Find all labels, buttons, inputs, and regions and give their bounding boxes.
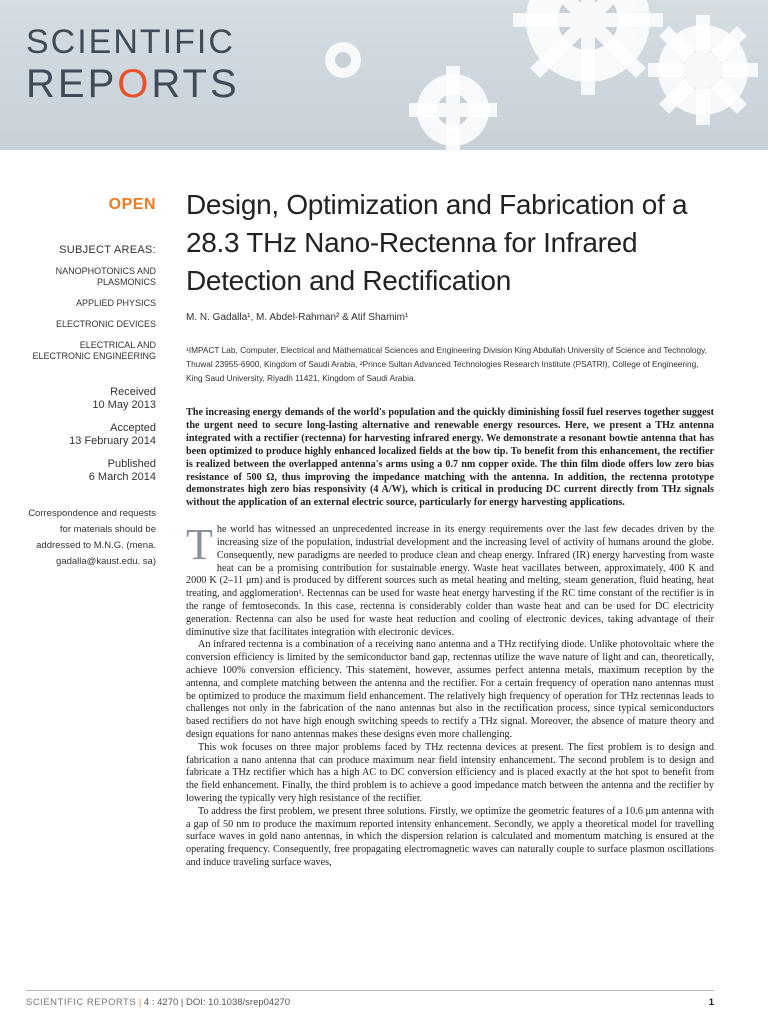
paragraph: To address the first problem, we present three solutions. Firstly, we optimize the geometric features of a 10.6 μm antenna with a gap of 50 nm to produce the maximum reported intensity enhancement. Secondly, we apply a theoretical model for travelling surface waves in gold nano antennas, in which the dispersion relation is calculated and momentum matching is ensured at the operating frequency. Consequently, free propagating electromagnetic waves can naturally couple to surface plasmon oscillations and induce traveling surface waves, <box>186 805 714 868</box>
subject-item[interactable]: ELECTRONIC DEVICES <box>55 319 156 329</box>
subject-areas-heading: SUBJECT AREAS: <box>59 244 156 256</box>
received-date: 10 May 2013 <box>92 399 156 411</box>
history-dates <box>20 386 156 484</box>
affiliations: ¹IMPACT Lab, Computer, Electrical and Mathematical Sciences and Engineering Division King Abdullah University of Science and Technology, Thuwal 23955-6900, Kingdom of Saudi Arabia, ²Prince Sultan Advanced Technologies Research Institute (PSATRI), College of Engineering, King Saud University, Riyadh 11421, Kingdom of Saudi Arabia. <box>186 345 707 383</box>
accepted-label: Accepted <box>110 422 156 434</box>
accepted-date: 13 February 2014 <box>69 435 156 447</box>
sidebar <box>20 196 156 570</box>
article-title: Design, Optimization and Fabrication of a 28.3 THz Nano-Rectenna for Infrared Detection and Rectification <box>186 189 688 296</box>
open-access-label: OPEN <box>108 196 156 213</box>
page-footer <box>26 990 714 1017</box>
correspondence-note: Correspondence and requests for materials should be addressed to M.N.G. (mena. gadalla@kaust.edu. sa) <box>28 508 156 567</box>
gear-o-icon: O <box>117 62 152 106</box>
journal-banner <box>0 0 768 150</box>
footer-citation: 4 : 4270 | DOI: 10.1038/srep04270 <box>143 997 291 1008</box>
abstract: The increasing energy demands of the world's population and the quickly diminishing fossil fuel reserves together suggest the urgent need to secure long-lasting alternative and renewable energy resources. Here, we present a THz antenna integrated with a rectifier (rectenna) for harvesting infrared energy. We demonstrate a resonant bowtie antenna that has been optimized to produce highly enhanced localized fields at the bow tip. To benefit from this enhancement, the rectifier is realized between the overlapped antenna's arms using a 0.7 nm copper oxide. The thin film diode offers low zero bias resistance of 500 Ω, thus improving the impedance matching with the antenna. In addition, the rectenna prototype demonstrates high zero bias responsivity (4 A/W), which is critical in producing DC current directly from THz signals without the application of an external electric source, particularly for energy harvesting applications. <box>186 407 714 509</box>
paragraph: This wok focuses on three major problems faced by THz rectenna devices at present. The first problem is to design and fabrication a nano antenna that can produce maximum near field intensity enhancement. The second problem is to design and fabricate a THz rectifier which has a high AC to DC conversion efficiency and is placed exactly at the hot spot to benefit from the field enhancement. Finally, the third problem is to achieve a good impedance match between the antenna and the rectifier by lowering the typically very high resistance of the rectifier. <box>186 741 714 804</box>
subject-item[interactable]: APPLIED PHYSICS <box>75 298 156 308</box>
logo-reports: REPORTS <box>26 62 240 106</box>
published-date: 6 March 2014 <box>88 471 156 483</box>
footer-journal-name: SCIENTIFIC REPORTS <box>26 997 137 1008</box>
subject-item[interactable]: ELECTRICAL AND ELECTRONIC ENGINEERING <box>32 340 156 361</box>
published-label: Published <box>107 458 156 470</box>
subject-item[interactable]: NANOPHOTONICS AND PLASMONICS <box>55 266 156 287</box>
gears-decoration-icon <box>248 0 768 150</box>
received-label: Received <box>110 386 156 398</box>
article <box>186 186 714 870</box>
paragraph: An infrared rectenna is a combination of a receiving nano antenna and a THz rectifying diode. Unlike photovoltaic where the conversion efficiency is limited by the semiconductor band gap, rectennas utilize the wave nature of light and can, theoretically, achieve 100% conversion efficiency. This statement, however, assumes perfect antenna metals, maximum reception by the antenna, and complete matching between the antenna and the rectifier. For a certain frequency of operation nano antennas must be optimized to produce the maximum field enhancement. The relatively high frequency of operation for THz rectennas leads to challenges not only in the fabrication of the nano antennas but also in the rectification process, since typical semiconductors based rectifiers do not have high enough switching speeds to rectify a THz signal. Moreover, the absence of mature theory and design equations for nano antennas makes these designs even more challenging. <box>186 639 714 740</box>
article-body <box>186 520 714 870</box>
footer-separator: | <box>138 997 144 1008</box>
page-number: 1 <box>708 997 714 1008</box>
paragraph: The world has witnessed an unprecedented increase in its energy requirements over the last few decades driven by the increasing size of the population, industrial development and the increasing level of activity of humans around the globe. Consequently, new paradigms are needed to produce clean and cheap energy. Infrared (IR) energy harvesting from waste heat can be a promising contribution for sustainable energy. Waste heat vacillates between, approximately, 400 K and 2000 K (2–11 μm) and is produced by different sources such as metal heating and melting, steam generation, fluid heating, heat treating, and agglomeration¹. Rectennas can be used for waste heat energy harvesting if the RC time constant of the rectifier is in the range of femtoseconds. In this case, rectenna is considerably colder than waste heat and can be used for DC electricity generation. Rectenna can also be used for waste heat reduction and cooling of electronic devices, taking advantage of their diminutive size that facilitates integration with electronic devices. <box>186 520 714 638</box>
journal-logo <box>26 24 240 106</box>
drop-cap: T <box>186 520 213 570</box>
logo-scientific: SCIENTIFIC <box>26 23 235 61</box>
author-list: M. N. Gadalla¹, M. Abdel-Rahman² & Atif Shamim¹ <box>186 312 409 323</box>
